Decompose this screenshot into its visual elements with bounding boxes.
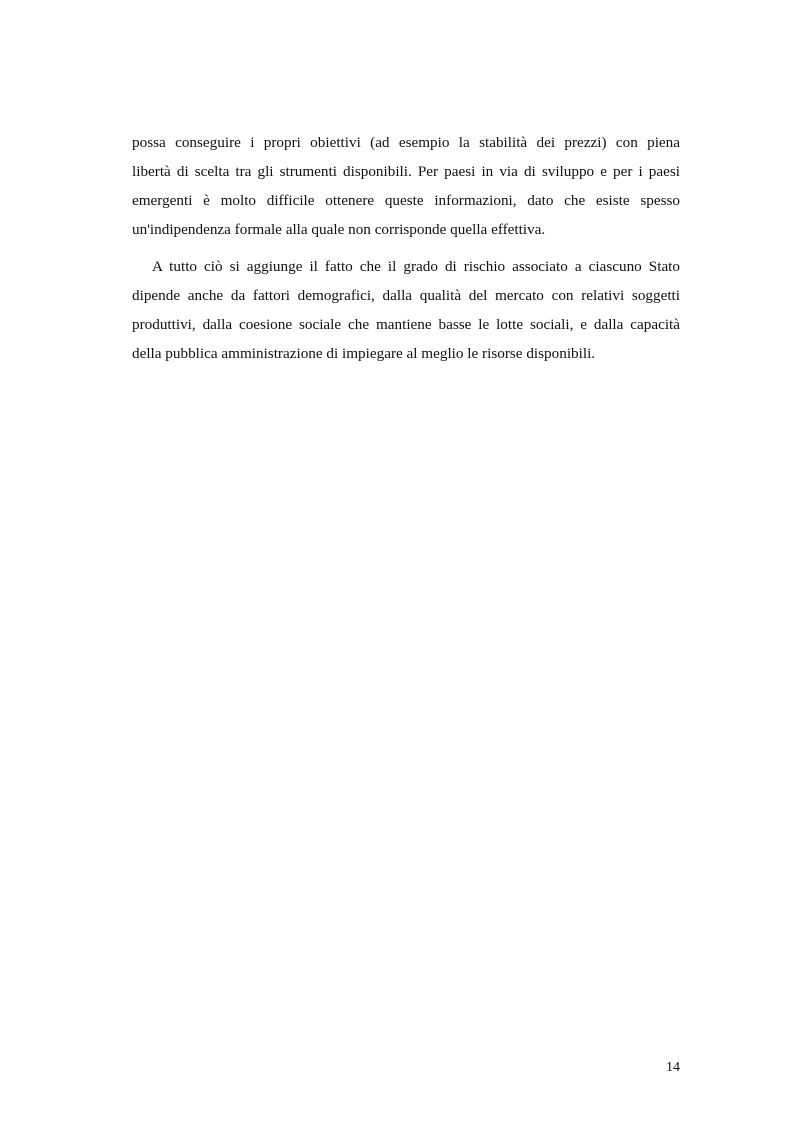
paragraph-2 [132, 252, 680, 368]
paragraph-1 [132, 128, 680, 244]
text-line: libertà di scelta tra gli strumenti disponibili. Per paesi in via di sviluppo e per i paesi [132, 163, 680, 180]
page-number: 14 [666, 1060, 680, 1075]
body-text [132, 128, 680, 368]
text-line: della pubblica amministrazione di impiegare al meglio le risorse disponibili. [132, 345, 596, 362]
text-line: un'indipendenza formale alla quale non corrisponde quella effettiva. [132, 221, 546, 238]
text-line: produttivi, dalla coesione sociale che mantiene basse le lotte sociali, e dalla capacità [132, 316, 680, 333]
text-line: dipende anche da fattori demografici, dalla qualità del mercato con relativi soggetti [132, 287, 680, 304]
text-line: emergenti è molto difficile ottenere queste informazioni, dato che esiste spesso [132, 192, 680, 209]
text-line: possa conseguire i propri obiettivi (ad esempio la stabilità dei prezzi) con piena [132, 134, 680, 151]
text-line: A tutto ciò si aggiunge il fatto che il grado di rischio associato a ciascuno Stato [152, 258, 680, 275]
